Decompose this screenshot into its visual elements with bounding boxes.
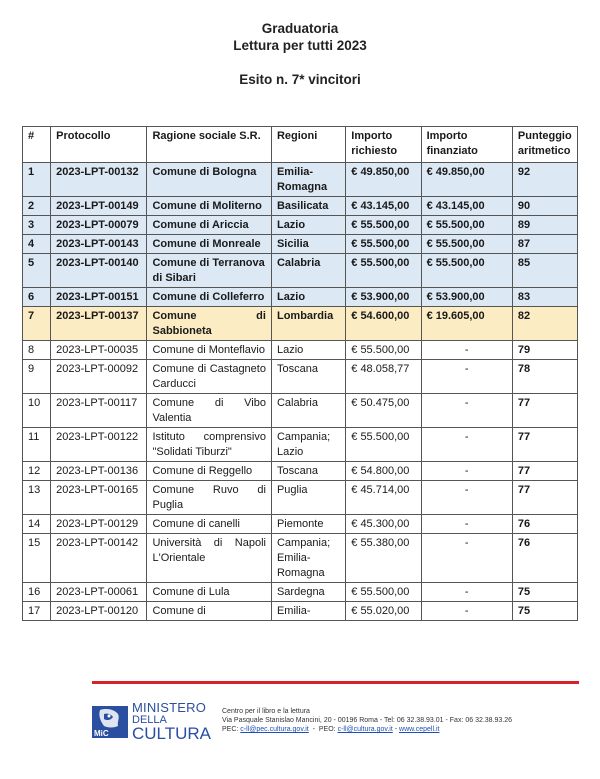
- region-cell: Campania; Lazio: [271, 428, 345, 462]
- peo-link[interactable]: c-ll@cultura.gov.it: [337, 726, 393, 733]
- requested-amount-cell: € 43.145,00: [346, 197, 421, 216]
- document-title: Graduatoria: [261, 21, 339, 36]
- company-cell: Comune di Moliterno: [147, 197, 271, 216]
- pec-label: PEC:: [222, 726, 239, 733]
- ministry-logo: [92, 702, 211, 742]
- requested-amount-cell: € 48.058,77: [346, 360, 421, 394]
- protocol-cell: 2023-LPT-00061: [51, 583, 147, 602]
- row-number: 16: [23, 583, 51, 602]
- requested-amount-cell: € 55.500,00: [346, 341, 421, 360]
- financed-amount-cell: € 49.850,00: [421, 163, 512, 197]
- requested-amount-cell: € 50.475,00: [346, 394, 421, 428]
- logo-line-2: DELLA: [132, 714, 167, 726]
- score-cell: 78: [512, 360, 577, 394]
- row-number: 17: [23, 602, 51, 621]
- company-cell: Comune di Vibo Valentia: [147, 394, 271, 428]
- financed-amount-cell: € 19.605,00: [421, 307, 512, 341]
- table-row: [23, 197, 578, 216]
- company-cell: Comune di Monteflavio: [147, 341, 271, 360]
- table-row: [23, 515, 578, 534]
- requested-amount-cell: € 55.380,00: [346, 534, 421, 583]
- row-number: 10: [23, 394, 51, 428]
- company-cell: Comune di Colleferro: [147, 288, 271, 307]
- table-row: [23, 394, 578, 428]
- financed-amount-cell: € 55.500,00: [421, 235, 512, 254]
- score-cell: 79: [512, 341, 577, 360]
- requested-amount-cell: € 54.600,00: [346, 307, 421, 341]
- protocol-cell: 2023-LPT-00120: [51, 602, 147, 621]
- website-link[interactable]: www.cepell.it: [399, 726, 440, 733]
- protocol-cell: 2023-LPT-00165: [51, 481, 147, 515]
- row-number: 5: [23, 254, 51, 288]
- score-cell: 77: [512, 462, 577, 481]
- table-header-row: [23, 127, 578, 163]
- company-cell: Università di Napoli L'Orientale: [147, 534, 271, 583]
- column-header-score: Punteggio aritmetico: [512, 127, 577, 163]
- financed-amount-cell: -: [421, 394, 512, 428]
- financed-amount-cell: -: [421, 534, 512, 583]
- region-cell: Lazio: [271, 216, 345, 235]
- table-row: [23, 360, 578, 394]
- region-cell: Piemonte: [271, 515, 345, 534]
- mic-emblem-icon: [92, 706, 128, 738]
- row-number: 11: [23, 428, 51, 462]
- region-cell: Lazio: [271, 341, 345, 360]
- document-title-program: Lettura per tutti 2023: [233, 38, 367, 53]
- table-row: [23, 341, 578, 360]
- requested-amount-cell: € 55.500,00: [346, 216, 421, 235]
- protocol-cell: 2023-LPT-00136: [51, 462, 147, 481]
- protocol-cell: 2023-LPT-00079: [51, 216, 147, 235]
- row-number: 13: [23, 481, 51, 515]
- company-cell: Comune di canelli: [147, 515, 271, 534]
- financed-amount-cell: -: [421, 602, 512, 621]
- protocol-cell: 2023-LPT-00151: [51, 288, 147, 307]
- score-cell: 75: [512, 583, 577, 602]
- financed-amount-cell: € 53.900,00: [421, 288, 512, 307]
- region-cell: Puglia: [271, 481, 345, 515]
- requested-amount-cell: € 49.850,00: [346, 163, 421, 197]
- region-cell: Basilicata: [271, 197, 345, 216]
- score-cell: 76: [512, 515, 577, 534]
- score-cell: 75: [512, 602, 577, 621]
- score-cell: 83: [512, 288, 577, 307]
- requested-amount-cell: € 55.500,00: [346, 428, 421, 462]
- financed-amount-cell: € 43.145,00: [421, 197, 512, 216]
- requested-amount-cell: € 45.300,00: [346, 515, 421, 534]
- column-header-number: #: [23, 127, 51, 163]
- region-cell: Lombardia: [271, 307, 345, 341]
- protocol-cell: 2023-LPT-00142: [51, 534, 147, 583]
- footer-divider: [92, 681, 579, 684]
- region-cell: Calabria: [271, 394, 345, 428]
- row-number: 2: [23, 197, 51, 216]
- company-cell: Comune di Ariccia: [147, 216, 271, 235]
- financed-amount-cell: -: [421, 515, 512, 534]
- company-cell: Comune di Sabbioneta: [147, 307, 271, 341]
- requested-amount-cell: € 45.714,00: [346, 481, 421, 515]
- column-header-protocol: Protocollo: [51, 127, 147, 163]
- protocol-cell: 2023-LPT-00140: [51, 254, 147, 288]
- footer-org: Centro per il libro e la lettura: [222, 708, 310, 715]
- table-row: [23, 428, 578, 462]
- financed-amount-cell: -: [421, 341, 512, 360]
- financed-amount-cell: -: [421, 583, 512, 602]
- region-cell: Sardegna: [271, 583, 345, 602]
- row-number: 6: [23, 288, 51, 307]
- column-header-company: Ragione sociale S.R.: [147, 127, 271, 163]
- requested-amount-cell: € 54.800,00: [346, 462, 421, 481]
- score-cell: 90: [512, 197, 577, 216]
- table-row: [23, 288, 578, 307]
- company-cell: Comune di Lula: [147, 583, 271, 602]
- column-header-financed: Importo finanziato: [421, 127, 512, 163]
- column-header-requested: Importo richiesto: [346, 127, 421, 163]
- region-cell: Lazio: [271, 288, 345, 307]
- protocol-cell: 2023-LPT-00129: [51, 515, 147, 534]
- requested-amount-cell: € 55.020,00: [346, 602, 421, 621]
- table-row: [23, 583, 578, 602]
- footer-contacts: [222, 707, 512, 734]
- protocol-cell: 2023-LPT-00132: [51, 163, 147, 197]
- company-cell: Comune di Bologna: [147, 163, 271, 197]
- column-header-regions: Regioni: [271, 127, 345, 163]
- table-row: [23, 235, 578, 254]
- table-row: [23, 534, 578, 583]
- protocol-cell: 2023-LPT-00035: [51, 341, 147, 360]
- protocol-cell: 2023-LPT-00137: [51, 307, 147, 341]
- row-number: 7: [23, 307, 51, 341]
- table-row: [23, 163, 578, 197]
- score-cell: 87: [512, 235, 577, 254]
- financed-amount-cell: -: [421, 428, 512, 462]
- financed-amount-cell: -: [421, 360, 512, 394]
- region-cell: Emilia-: [271, 602, 345, 621]
- table-row: [23, 254, 578, 288]
- requested-amount-cell: € 55.500,00: [346, 583, 421, 602]
- footer-address: Via Pasquale Stanislao Mancini, 20 - 00196 Roma - Tel: 06 32.38.93.01 - Fax: 06 32.38.93.26: [222, 717, 513, 724]
- table-row: [23, 216, 578, 235]
- company-cell: Istituto comprensivo "Solidati Tiburzi": [147, 428, 271, 462]
- score-cell: 77: [512, 428, 577, 462]
- company-cell: Comune di Monreale: [147, 235, 271, 254]
- footer-emails: PEC: c-ll@pec.cultura.gov.it - PEO: c-ll@cultura.gov.it - www.cepell.it: [222, 726, 440, 733]
- pec-link[interactable]: c-ll@pec.cultura.gov.it: [240, 726, 309, 733]
- peo-label: PEO:: [318, 726, 336, 733]
- score-cell: 76: [512, 534, 577, 583]
- row-number: 9: [23, 360, 51, 394]
- region-cell: Calabria: [271, 254, 345, 288]
- company-cell: Comune di: [147, 602, 271, 621]
- financed-amount-cell: -: [421, 462, 512, 481]
- region-cell: Sicilia: [271, 235, 345, 254]
- table-row: [23, 462, 578, 481]
- row-number: 8: [23, 341, 51, 360]
- logo-line-3: CULTURA: [132, 724, 212, 743]
- score-cell: 82: [512, 307, 577, 341]
- region-cell: Toscana: [271, 462, 345, 481]
- protocol-cell: 2023-LPT-00149: [51, 197, 147, 216]
- logo-line-1: MINISTERO: [132, 700, 207, 715]
- company-cell: Comune Ruvo di Puglia: [147, 481, 271, 515]
- company-cell: Comune di Terranova di Sibari: [147, 254, 271, 288]
- row-number: 1: [23, 163, 51, 197]
- financed-amount-cell: € 55.500,00: [421, 216, 512, 235]
- protocol-cell: 2023-LPT-00117: [51, 394, 147, 428]
- score-cell: 92: [512, 163, 577, 197]
- document-subtitle: Esito n. 7* vincitori: [239, 72, 361, 87]
- score-cell: 77: [512, 481, 577, 515]
- row-number: 15: [23, 534, 51, 583]
- protocol-cell: 2023-LPT-00122: [51, 428, 147, 462]
- ranking-table: [22, 126, 578, 621]
- row-number: 3: [23, 216, 51, 235]
- table-row: [23, 307, 578, 341]
- requested-amount-cell: € 55.500,00: [346, 254, 421, 288]
- ministry-name: [132, 702, 211, 742]
- company-cell: Comune di Reggello: [147, 462, 271, 481]
- score-cell: 89: [512, 216, 577, 235]
- financed-amount-cell: € 55.500,00: [421, 254, 512, 288]
- score-cell: 77: [512, 394, 577, 428]
- row-number: 4: [23, 235, 51, 254]
- row-number: 12: [23, 462, 51, 481]
- region-cell: Toscana: [271, 360, 345, 394]
- protocol-cell: 2023-LPT-00092: [51, 360, 147, 394]
- document-header: [0, 20, 600, 88]
- requested-amount-cell: € 55.500,00: [346, 235, 421, 254]
- protocol-cell: 2023-LPT-00143: [51, 235, 147, 254]
- row-number: 14: [23, 515, 51, 534]
- financed-amount-cell: -: [421, 481, 512, 515]
- region-cell: Campania; Emilia-Romagna: [271, 534, 345, 583]
- company-cell: Comune di Castagneto Carducci: [147, 360, 271, 394]
- svg-text:MiC: MiC: [94, 729, 109, 738]
- region-cell: Emilia-Romagna: [271, 163, 345, 197]
- requested-amount-cell: € 53.900,00: [346, 288, 421, 307]
- score-cell: 85: [512, 254, 577, 288]
- table-row: [23, 481, 578, 515]
- table-row: [23, 602, 578, 621]
